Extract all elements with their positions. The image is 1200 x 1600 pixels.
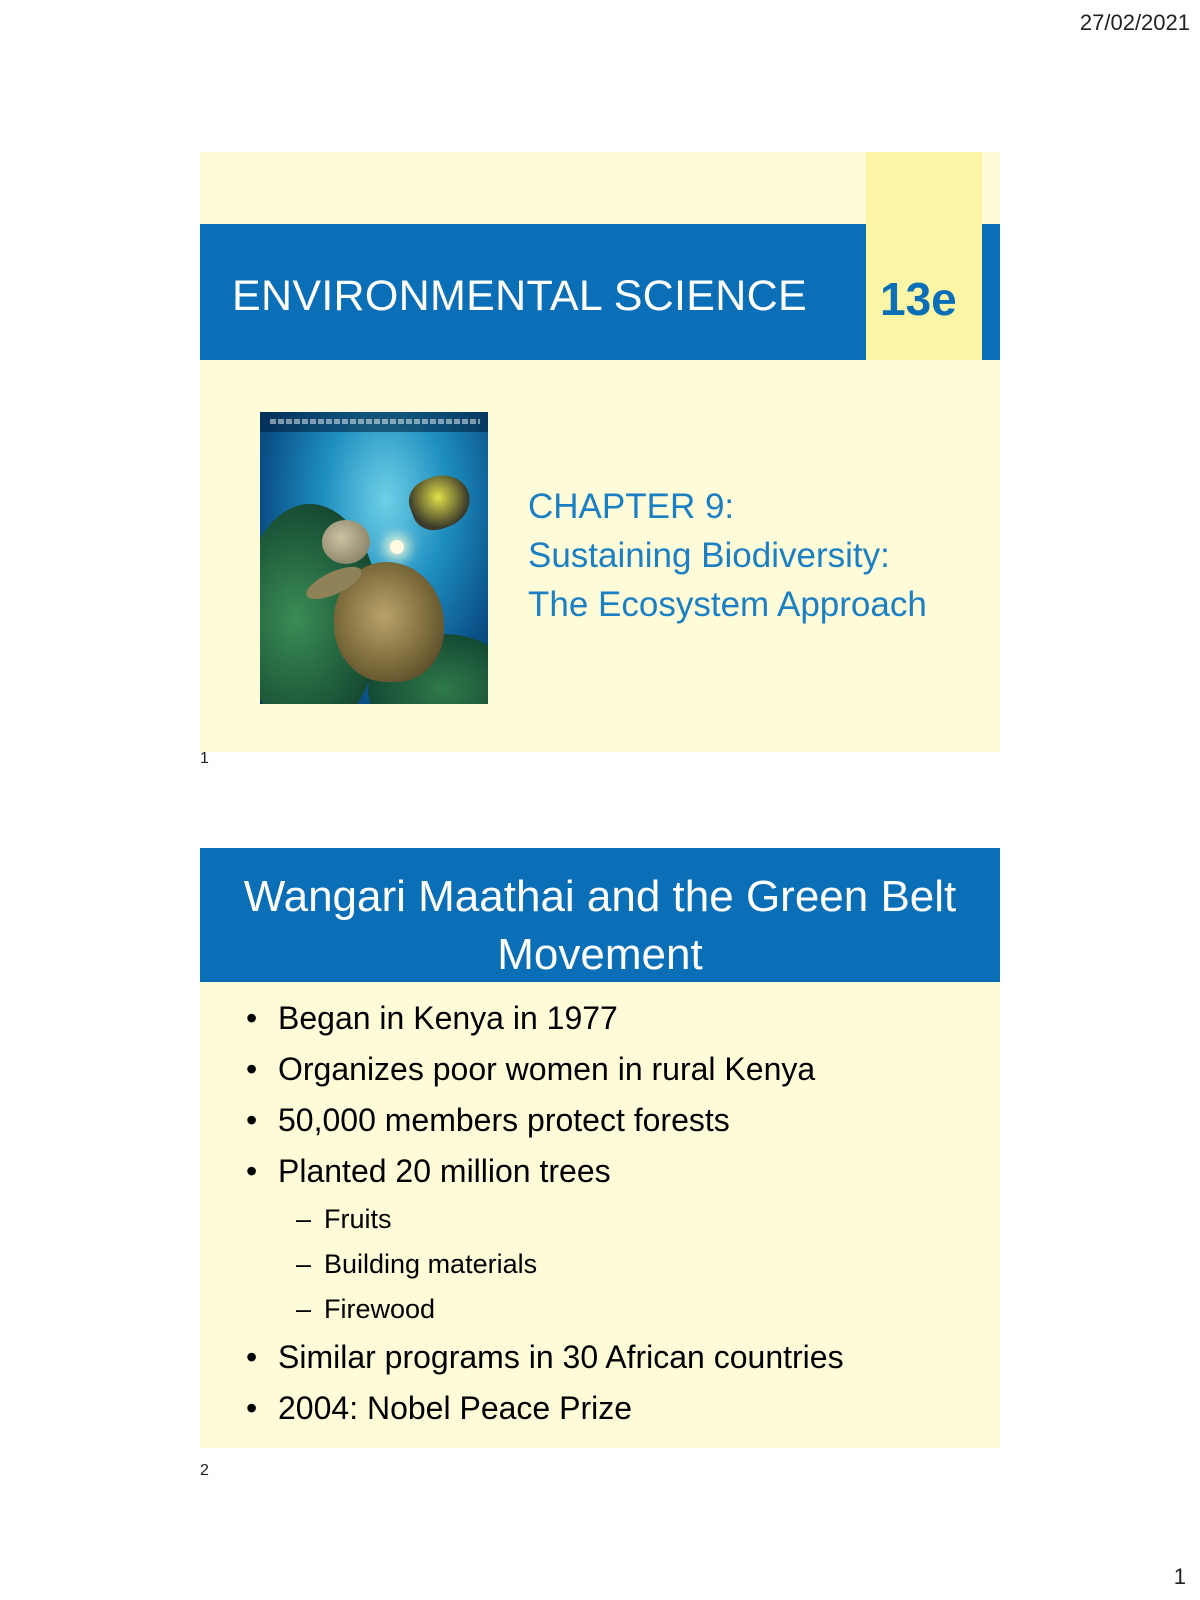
- diver-figure: [403, 467, 477, 536]
- edition-label: 13e: [880, 273, 957, 325]
- sub-list-item: – Fruits: [244, 1204, 844, 1235]
- sub-list-item: – Building materials: [244, 1249, 844, 1280]
- title-band-end: [982, 224, 1000, 360]
- list-item: • Organizes poor women in rural Kenya: [244, 1051, 844, 1087]
- chapter-line: Sustaining Biodiversity:: [528, 536, 890, 575]
- edition-tab: [866, 152, 982, 360]
- list-item: • Began in Kenya in 1977: [244, 1000, 844, 1036]
- list-item: • Planted 20 million trees: [244, 1153, 844, 1189]
- slide-1: [200, 152, 1000, 752]
- chapter-line: The Ecosystem Approach: [528, 585, 927, 624]
- list-item: • 50,000 members protect forests: [244, 1102, 844, 1138]
- slide-number: 2: [200, 1462, 209, 1479]
- page-date: 27/02/2021: [1079, 10, 1190, 35]
- list-item: • Similar programs in 30 African countries: [244, 1339, 844, 1375]
- book-cover-image: [260, 412, 488, 704]
- chapter-line: CHAPTER 9:: [528, 487, 735, 526]
- page-number: 1: [1173, 1564, 1186, 1589]
- list-item: • 2004: Nobel Peace Prize: [244, 1390, 844, 1426]
- book-title: ENVIRONMENTAL SCIENCE: [232, 272, 807, 320]
- chapter-heading: [528, 482, 927, 629]
- bullet-list: [244, 1000, 844, 1441]
- sub-list-item: – Firewood: [244, 1294, 844, 1325]
- slide-2: [200, 848, 1000, 1448]
- slide-number: 1: [200, 750, 209, 767]
- slide-title: Wangari Maathai and the Green Belt Movement: [243, 872, 957, 979]
